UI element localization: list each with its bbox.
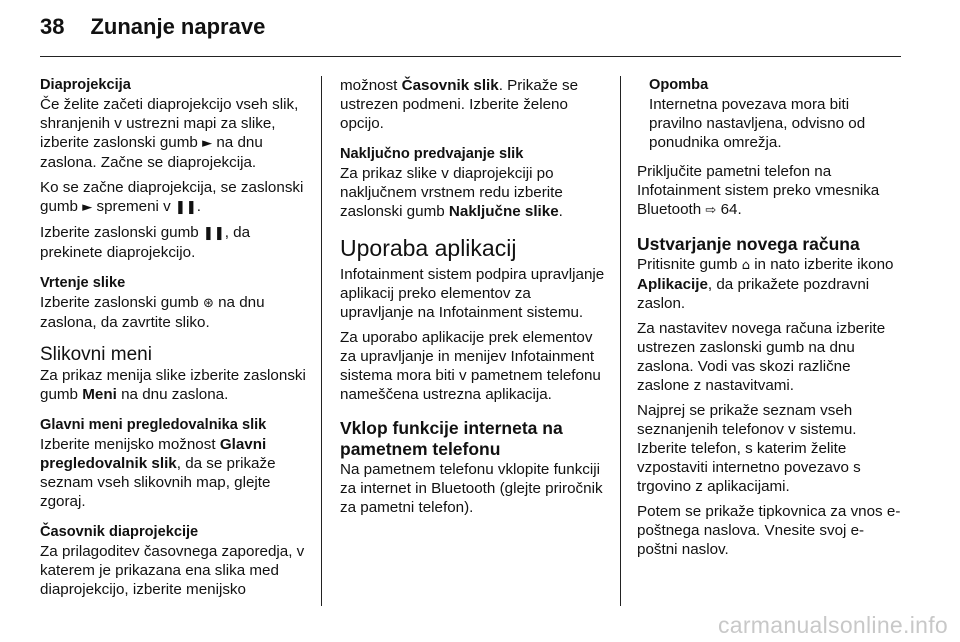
section-title: Vklop funkcije interneta na pametnem telefonu — [340, 418, 563, 459]
chapter-title: Zunanje naprave — [90, 14, 266, 39]
section-title: Slikovni meni — [40, 344, 152, 365]
paragraph: Priključite pametni telefon na Infotainment sistem preko vmesnika Bluetooth ⇨ 64. — [637, 163, 880, 218]
page-header — [40, 14, 265, 44]
page-reference-link[interactable]: 64. — [720, 201, 742, 218]
paragraph: Infotainment sistem podpira upravljanje aplikacij preko elementov za upravljanje na Infotainment sistemu. — [340, 266, 605, 321]
paragraph: Izberite zaslonski gumb ⊛ na dnu zaslona, da zavrtite sliko. — [40, 294, 265, 331]
section-heading: Časovnik diaprojekcije — [40, 524, 199, 540]
paragraph: možnost Časovnik slik. Prikaže se ustrezen podmeni. Izberite želeno opcijo. — [340, 77, 579, 132]
paragraph: Ko se začne diaprojekcija, se zaslonski gumb ► spremeni v ❚❚. — [40, 179, 304, 215]
header-divider — [40, 56, 901, 57]
note-text: Internetna povezava mora biti pravilno nastavljena, odvisno od ponudnika omrežja. — [649, 96, 866, 151]
section-heading: Naključno predvajanje slik — [340, 146, 524, 162]
paragraph: Za uporabo aplikacije prek elementov za upravljanje in menijev Infotainment sistema mora biti v pametnem telefonu nameščena ustrezna aplikacija. — [340, 329, 601, 403]
pause-icon: ❚❚ — [202, 226, 225, 241]
rotate-icon: ⊛ — [202, 296, 214, 311]
page-number: 38 — [40, 14, 65, 39]
section-heading: Diaprojekcija — [40, 77, 131, 93]
column-divider — [620, 76, 621, 606]
play-icon: ► — [82, 200, 93, 215]
arrow-icon: ⇨ — [705, 203, 717, 218]
note-title: Opomba — [649, 77, 709, 93]
paragraph: Izberite menijsko možnost Glavni pregledovalnik slik, da se prikaže seznam vseh slikovnih map, glejte zgoraj. — [40, 436, 276, 510]
paragraph: Če želite začeti diaprojekcijo vseh slik, shranjenih v ustrezni mapi za slike, izberite zaslonski gumb ► na dnu zaslona. Začne se diaprojekcija. — [40, 96, 299, 171]
section-heading: Vrtenje slike — [40, 275, 126, 291]
paragraph: Za prikaz menija slike izberite zaslonski gumb Meni na dnu zaslona. — [40, 367, 306, 403]
paragraph: Pritisnite gumb ⌂ in nato izberite ikono Aplikacije, da prikažete pozdravni zaslon. — [637, 256, 894, 312]
home-icon: ⌂ — [741, 258, 750, 273]
column-2 — [340, 76, 606, 523]
paragraph: Potem se prikaže tipkovnica za vnos e-poštnega naslova. Vnesite svoj e-poštni naslov. — [637, 503, 901, 558]
note-box — [637, 76, 903, 152]
play-icon: ► — [202, 136, 213, 151]
paragraph: Za prikaz slike v diaprojekciji po naključnem vrstnem redu izberite zaslonski gumb Naključne slike. — [340, 165, 563, 220]
paragraph: Najprej se prikaže seznam vseh seznanjenih telefonov v sistemu. Izberite telefon, s katerim želite vzpostaviti internetno povezavo s trgovino z aplikacijami. — [637, 402, 861, 495]
section-heading: Glavni meni pregledovalnika slik — [40, 417, 267, 433]
chapter-heading: Uporaba aplikacij — [340, 235, 517, 261]
paragraph: Za nastavitev novega računa izberite ustrezen zaslonski gumb na dnu zaslona. Vodi vas skozi različne zaslone z nastavitvami. — [637, 320, 886, 394]
watermark: carmanualsonline.info — [717, 612, 948, 638]
pause-icon: ❚❚ — [174, 200, 197, 215]
paragraph: Na pametnem telefonu vklopite funkciji za internet in Bluetooth (glejte priročnik za pametni telefon). — [340, 461, 603, 516]
column-3 — [637, 76, 903, 565]
paragraph: Za prilagoditev časovnega zaporedja, v katerem je prikazana ena slika med diaprojekcijo, izberite menijsko — [40, 543, 305, 598]
paragraph: Izberite zaslonski gumb ❚❚, da prekinete diaprojekcijo. — [40, 224, 251, 261]
column-1 — [40, 76, 312, 605]
section-title: Ustvarjanje novega računa — [637, 234, 860, 254]
column-divider — [321, 76, 322, 606]
